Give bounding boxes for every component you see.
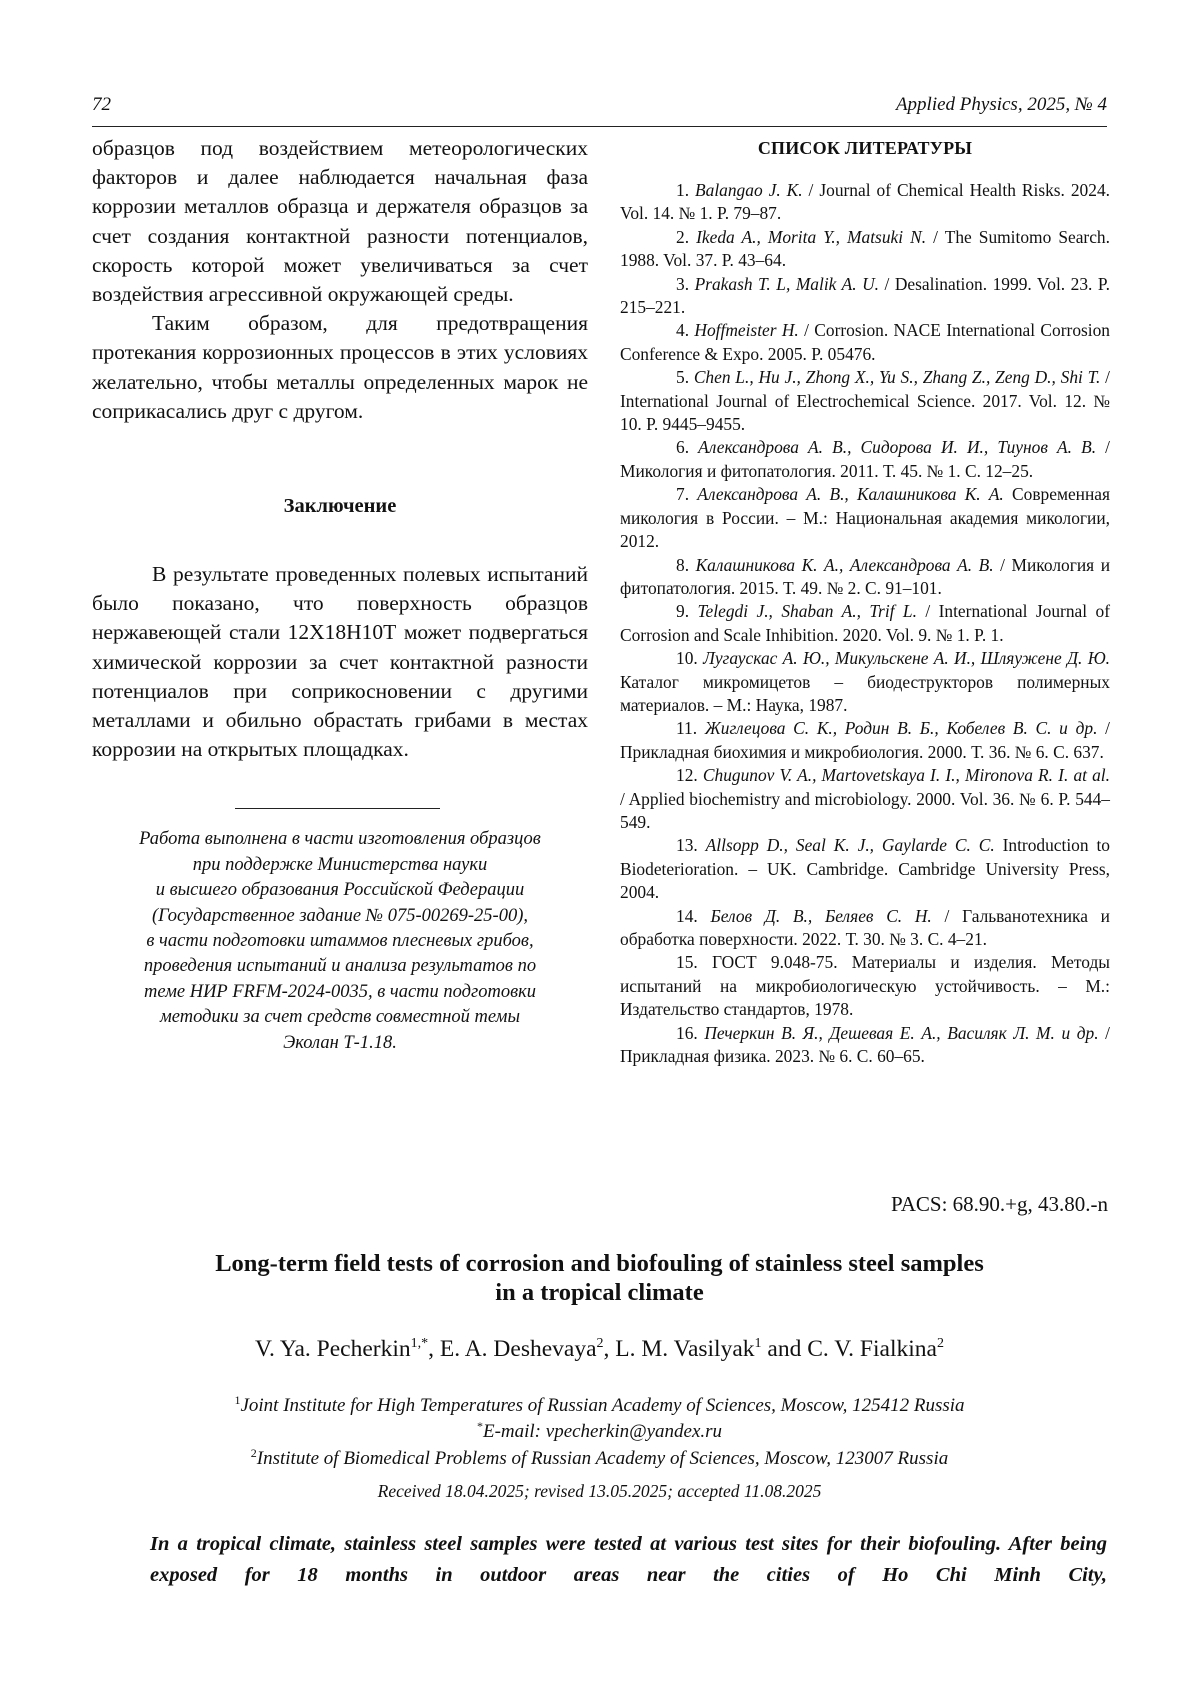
affiliation-1 (92, 1393, 1107, 1417)
article-title-line-2: in a tropical climate (495, 1279, 704, 1306)
funding-line: методики за счет средств совместной темы (159, 1007, 521, 1028)
references-heading: СПИСОК ЛИТЕРАТУРЫ (757, 138, 973, 158)
reference-authors: Allsopp D., Seal K. J., Gaylarde C. C. (705, 835, 995, 856)
reference-number: 2. (676, 226, 690, 247)
reference-number: 3. (676, 273, 690, 294)
reference-authors: Prakash T. L, Malik A. U. (694, 273, 879, 294)
reference-source: ГОСТ 9.048-75. Материалы и изделия. Методы испытаний на микробиологическую устойчивость. – М.: Издательство стандартов, 1978. (620, 952, 1110, 1020)
reference-authors: Лугаускас А. Ю., Микульскене А. И., Шляужене Д. Ю. (703, 648, 1110, 669)
author-affiliation-marker: 2 (596, 1336, 604, 1351)
affiliation-2-text: Institute of Biomedical Problems of Russian Academy of Sciences, Moscow, 123007 Russia (256, 1448, 949, 1469)
author-affiliation-marker: 1 (754, 1336, 762, 1351)
funding-line: Работа выполнена в части изготовления образцов (139, 829, 541, 850)
reference-source: / Applied biochemistry and microbiology. 2000. Vol. 36. № 6. P. 544–549. (620, 788, 1110, 832)
funding-line: при поддержке Министерства науки (192, 854, 488, 875)
reference-number: 1. (676, 180, 690, 200)
article-title (92, 1249, 1107, 1307)
funding-line: и высшего образования Российской Федерации (155, 880, 525, 901)
reference-authors: Александрова А. В., Калашникова К. А. (697, 484, 1004, 505)
author-separator: , (428, 1336, 440, 1362)
author-name: L. M. Vasilyak (615, 1336, 755, 1362)
running-header (92, 92, 1107, 127)
author-list (92, 1336, 1107, 1363)
author-name: C. V. Fialkina (807, 1336, 937, 1362)
author-separator: and (761, 1336, 808, 1362)
article-title-line-1: Long-term field tests of corrosion and biofouling of stainless steel samples (215, 1250, 984, 1277)
reference-authors: Жиглецова С. К., Родин В. Б., Кобелев В. С. и др. (704, 718, 1098, 739)
reference-item (620, 483, 1110, 553)
references-column (620, 134, 1110, 1068)
reference-number: 13. (676, 835, 698, 856)
reference-number: 7. (676, 484, 690, 505)
reference-source: Современная микология в России. – М.: Национальная академия микологии, 2012. (620, 484, 1110, 552)
reference-number: 6. (676, 437, 690, 458)
reference-source: / Journal of Chemical Health Risks. 2024. Vol. 14. № 1. P. 79–87. (620, 180, 1110, 224)
page-number: 72 (92, 94, 111, 115)
reference-list (620, 179, 1110, 1068)
conclusion-paragraph: В результате проведенных полевых испытаний было показано, что поверхность образцов нержавеющей стали 12Х18Н10Т может подвергаться химической коррозии за счет контактной разности потенциалов при соприкосновении с другими металлами и обильно обрастать грибами в местах коррозии на открытых площадках. (92, 562, 588, 762)
footnote-divider (235, 808, 440, 809)
reference-item (620, 436, 1110, 483)
reference-source: / Микология и фитопатология. 2015. Т. 49. № 2. С. 91–101. (620, 554, 1110, 598)
funding-line: теме НИР FRFM-2024-0035, в части подготовки (143, 981, 537, 1002)
reference-item (620, 764, 1110, 834)
corresponding-email (92, 1419, 1107, 1443)
affiliation-2 (92, 1446, 1107, 1470)
journal-name: Applied Physics, 2025, № 4 (895, 94, 1107, 115)
funding-line: проведения испытаний и анализа результатов по (143, 956, 537, 977)
reference-source: / Микология и фитопатология. 2011. Т. 45. № 1. С. 12–25. (620, 437, 1110, 481)
reference-item (620, 226, 1110, 273)
received-dates: Received 18.04.2025; revised 13.05.2025; accepted 11.08.2025 (377, 1481, 822, 1501)
reference-source: / International Journal of Corrosion and Scale Inhibition. 2020. Vol. 9. № 1. P. 1. (620, 601, 1110, 645)
author-separator: , (603, 1336, 616, 1362)
reference-source: / Прикладная биохимия и микробиология. 2000. Т. 36. № 6. С. 637. (620, 718, 1110, 762)
author-affiliation-marker: 1,* (410, 1336, 429, 1351)
conclusion-heading: Заключение (283, 495, 397, 518)
reference-number: 10. (676, 648, 698, 669)
author-name: E. A. Deshevaya (439, 1336, 597, 1362)
reference-authors: Hoffmeister H. (694, 320, 799, 341)
funding-line: в части подготовки штаммов плесневых грибов, (146, 931, 534, 952)
affiliation-1-text: Joint Institute for High Temperatures of Russian Academy of Sciences, Moscow, 125412 Russia (240, 1395, 965, 1416)
email-text[interactable]: E-mail: vpecherkin@yandex.ru (482, 1421, 723, 1442)
reference-number: 12. (676, 765, 698, 786)
reference-item (620, 366, 1110, 436)
reference-item (620, 319, 1110, 366)
reference-number: 4. (676, 320, 690, 341)
reference-number: 9. (676, 601, 690, 622)
reference-source: / Corrosion. NACE International Corrosion Conference & Expo. 2005. P. 05476. (620, 320, 1110, 364)
reference-item (620, 1022, 1110, 1069)
funding-note (92, 827, 588, 1056)
reference-item (620, 905, 1110, 952)
reference-source: / Desalination. 1999. Vol. 23. P. 215–221. (620, 273, 1110, 318)
reference-source: Introduction to Biodeterioration. – UK. Cambridge. Cambridge University Press, 2004. (620, 835, 1110, 903)
reference-number: 15. (676, 952, 698, 973)
left-column (92, 134, 588, 1056)
email-marker: * (476, 1419, 483, 1433)
reference-source: Каталог микромицетов – биодеструкторов полимерных материалов. – М.: Наука, 1987. (620, 671, 1110, 715)
reference-item (620, 717, 1110, 764)
reference-number: 16. (676, 1022, 698, 1043)
affiliation-1-marker: 1 (234, 1393, 241, 1407)
reference-item (620, 951, 1110, 1021)
reference-authors: Chen L., Hu J., Zhong X., Yu S., Zhang Z., Zeng D., Shi T. (693, 367, 1101, 388)
reference-source: / International Journal of Electrochemical Science. 2017. Vol. 12. № 10. P. 9445–9455. (620, 367, 1110, 435)
reference-item (620, 834, 1110, 904)
body-paragraph-2: Таким образом, для предотвращения протекания коррозионных процессов в этих условиях желательно, чтобы металлы определенных марок не соприкасались друг с другом. (92, 311, 588, 423)
body-paragraph-1: образцов под воздействием метеорологических факторов и далее наблюдается начальная фаза коррозии металлов образца и держателя образцов за счет создания контактной разности потенциалов, скорость которой может увеличиваться за счет воздействия агрессивной окружающей среды. (92, 136, 588, 307)
reference-number: 8. (676, 554, 690, 575)
funding-line: (Государственное задание № 075-00269-25-00), (151, 905, 528, 926)
reference-authors: Печеркин В. Я., Дешевая Е. А., Василяк Л. М. и др. (704, 1022, 1099, 1043)
reference-authors: Telegdi J., Shaban A., Trif L. (697, 601, 917, 622)
funding-line: Эколан Т-1.18. (283, 1032, 397, 1053)
reference-authors: Chugunov V. A., Martovetskaya I. I., Mironova R. I. at al. (702, 765, 1110, 786)
reference-item (620, 647, 1110, 717)
reference-number: 5. (676, 367, 690, 388)
reference-item (620, 273, 1110, 320)
reference-item (620, 179, 1110, 226)
reference-source: / Гальванотехника и обработка поверхности. 2022. Т. 30. № 3. С. 4–21. (620, 905, 1110, 949)
abstract: In a tropical climate, stainless steel samples were tested at various test sites for their biofouling. After being exposed for 18 months in outdoor areas near the cities of Ho Chi Minh City, (150, 1533, 1107, 1586)
reference-item (620, 554, 1110, 601)
pacs-codes: PACS: 68.90.+g, 43.80.-n (890, 1192, 1108, 1216)
reference-authors: Balangao J. K. (695, 180, 803, 200)
author-name: V. Ya. Pecherkin (255, 1336, 411, 1362)
reference-number: 14. (676, 905, 698, 926)
reference-source: / The Sumitomo Search. 1988. Vol. 37. P. 43–64. (620, 226, 1110, 271)
reference-authors: Ikeda A., Morita Y., Matsuki N. (696, 226, 927, 247)
reference-authors: Александрова А. В., Сидорова И. И., Тиунов А. В. (698, 437, 1097, 458)
reference-item (620, 600, 1110, 647)
reference-authors: Калашникова К. А., Александрова А. В. (695, 554, 994, 575)
author-affiliation-marker: 2 (936, 1336, 944, 1351)
reference-authors: Белов Д. В., Беляев С. Н. (710, 905, 932, 926)
affiliation-2-marker: 2 (250, 1446, 257, 1460)
reference-source: / Прикладная физика. 2023. № 6. С. 60–65. (620, 1022, 1110, 1067)
reference-number: 11. (676, 718, 698, 739)
